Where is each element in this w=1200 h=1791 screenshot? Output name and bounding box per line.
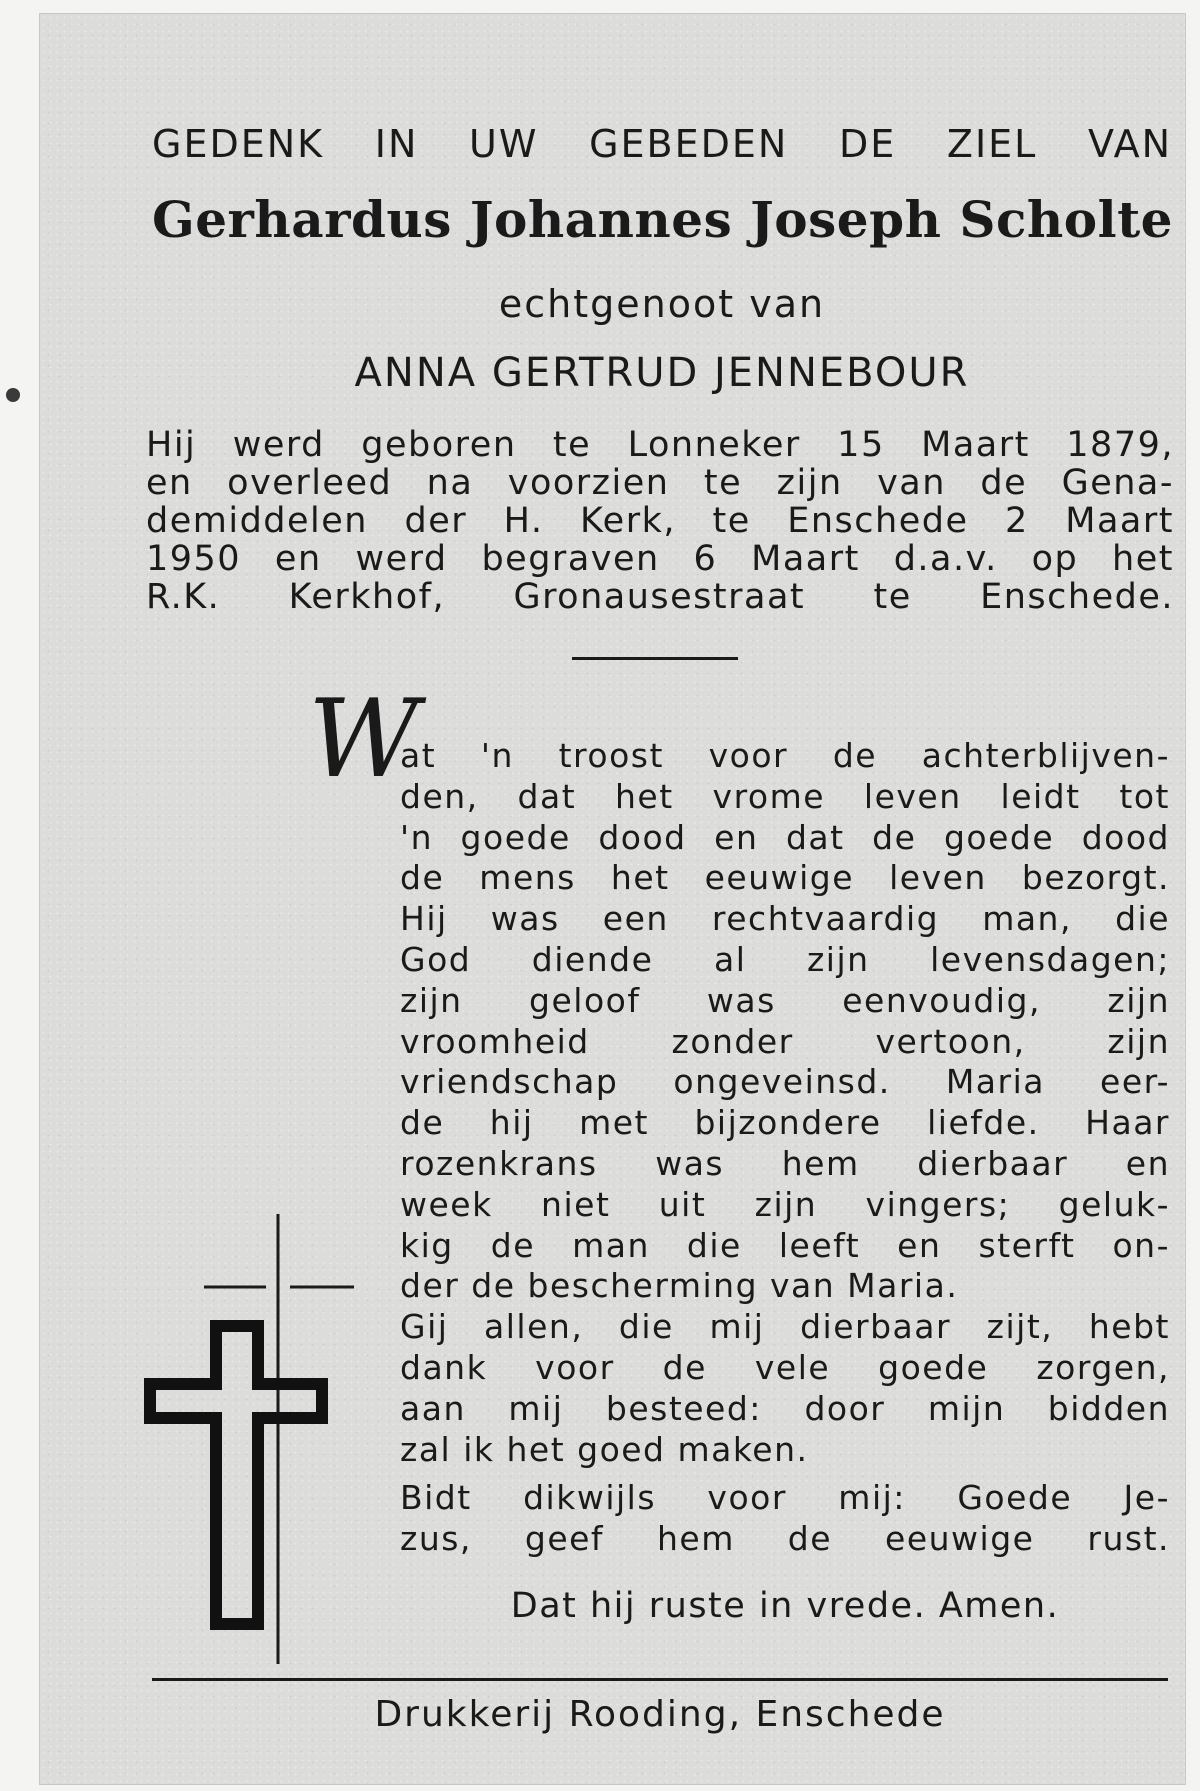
farewell-line: Gij allen, die mij dierbaar zijt, hebt xyxy=(400,1307,1170,1347)
bio-line: Hij werd geboren te Lonneker 15 Maart 1879, xyxy=(146,425,1174,465)
biography xyxy=(146,426,1174,616)
closing-prayer: Dat hij ruste in vrede. Amen. xyxy=(510,1586,1060,1626)
section-divider xyxy=(572,657,738,660)
poem-line: den, dat het vrome leven leidt tot xyxy=(400,776,1170,816)
poem-line: zijn geloof was eenvoudig, zijn xyxy=(400,980,1170,1020)
poem-line: de hij met bijzondere liefde. Haar xyxy=(400,1103,1170,1143)
spouse-name: ANNA GERTRUD JENNEBOUR xyxy=(354,350,970,396)
spouse-intro: echtgenoot van xyxy=(498,282,826,326)
latin-cross-icon xyxy=(140,1214,360,1674)
memorial-card xyxy=(40,14,1185,1784)
prayer-line: Bidt dikwijls voor mij: Goede Je- xyxy=(400,1478,1170,1518)
farewell-line: aan mij besteed: door mijn bidden xyxy=(400,1388,1170,1428)
farewell-line: zal ik het goed maken. xyxy=(400,1429,809,1469)
poem-line: vriendschap ongeveinsd. Maria eer- xyxy=(400,1062,1170,1102)
poem-line: de mens het eeuwige leven bezorgt. xyxy=(400,858,1170,898)
spacer xyxy=(400,1470,1170,1478)
drop-cap-initial: W xyxy=(308,677,420,802)
bio-line: demiddelen der H. Kerk, te Enschede 2 Maart xyxy=(146,501,1174,541)
prayer-line: zus, geef hem de eeuwige rust. xyxy=(400,1519,1170,1559)
poem-line: vroomheid zonder vertoon, zijn xyxy=(400,1021,1170,1061)
deceased-name: Gerhardus Johannes Joseph Scholte xyxy=(152,190,1173,249)
poem-line: rozenkrans was hem dierbaar en xyxy=(400,1143,1170,1183)
card-heading: GEDENK IN UW GEBEDEN DE ZIEL VAN xyxy=(152,122,1172,166)
farewell-line: dank voor de vele goede zorgen, xyxy=(400,1347,1170,1387)
memorial-text xyxy=(400,736,1170,1560)
poem-line: der de bescherming van Maria. xyxy=(400,1266,959,1306)
poem-line: 'n goede dood en dat de goede dood xyxy=(400,817,1170,857)
bio-line: en overleed na voorzien te zijn van de Gena- xyxy=(146,463,1174,503)
bio-line: R.K. Kerkhof, Gronausestraat te Enschede. xyxy=(146,577,1174,617)
poem-line: God diende al zijn levensdagen; xyxy=(400,939,1170,979)
poem-line: week niet uit zijn vingers; geluk- xyxy=(400,1184,1170,1224)
poem-first-line: at 'n troost voor de achterblijven- xyxy=(400,736,1170,775)
bio-line: 1950 en werd begraven 6 Maart d.a.v. op het xyxy=(146,539,1174,579)
printer-credit: Drukkerij Rooding, Enschede xyxy=(374,1694,946,1735)
scan-speck xyxy=(6,388,20,402)
footer-divider xyxy=(152,1678,1168,1681)
poem-line: kig de man die leeft en sterft on- xyxy=(400,1225,1170,1265)
poem-line: Hij was een rechtvaardig man, die xyxy=(400,899,1170,939)
